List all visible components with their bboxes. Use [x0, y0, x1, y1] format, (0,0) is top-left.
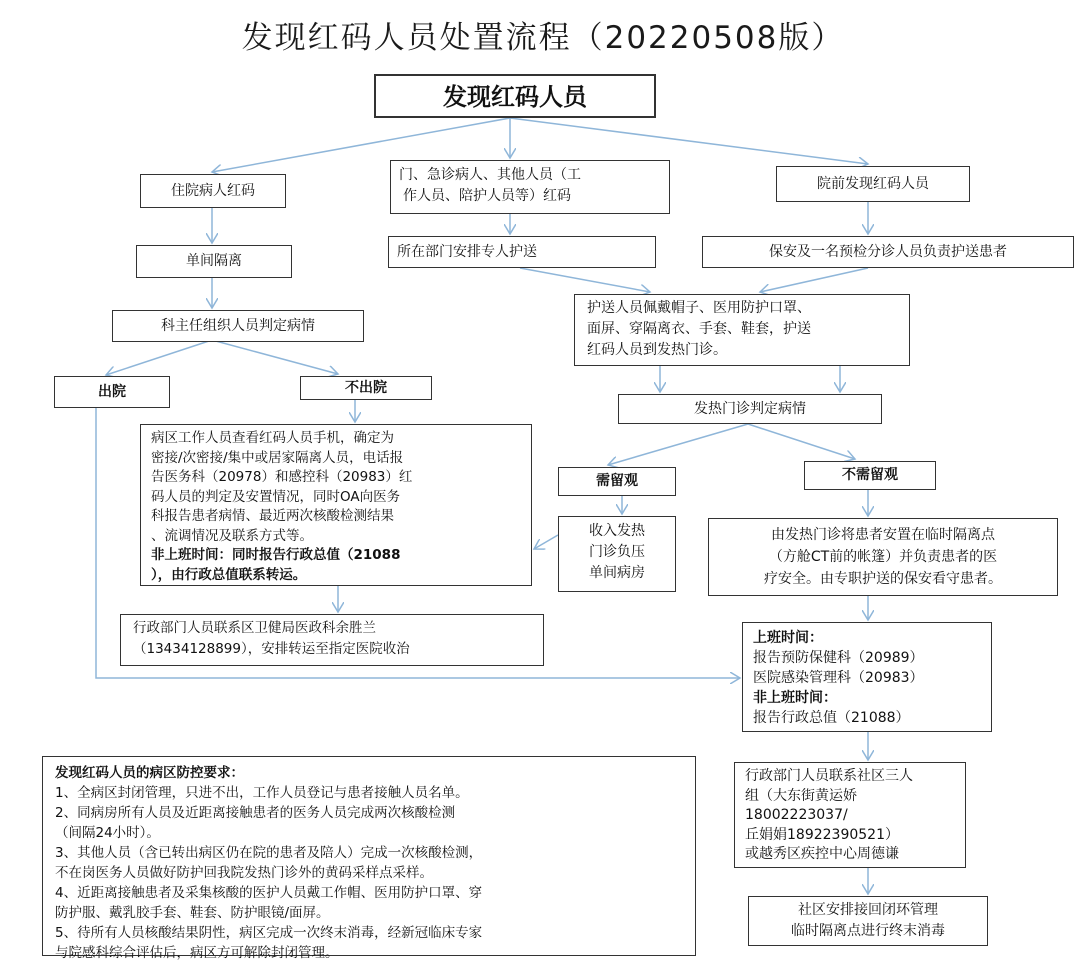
- requirement-line: 防护服、戴乳胶手套、鞋套、防护眼镜/面屏。: [55, 905, 330, 921]
- ward-staff-offhours-line: ），由行政总值联系转运。: [151, 566, 307, 583]
- arrow-admit-ward: [534, 535, 558, 549]
- ward-staff-line: 密接/次密接/集中或居家隔离人员，电话报: [151, 449, 404, 466]
- temp-isolation-line: 由发热门诊将患者安置在临时隔离点: [771, 527, 995, 543]
- protect-line: 面屏、穿隔离衣、手套、鞋套，护送: [587, 321, 811, 337]
- off-hours-label: 非上班时间：: [753, 690, 837, 706]
- requirement-line: 5、待所有人员核酸结果阴性，病区完成一次终末消毒，经新冠临床专家: [55, 925, 483, 941]
- requirement-line: 1、全病区封闭管理，只进不出，工作人员登记与患者接触人员名单。: [55, 785, 469, 801]
- outpatient-line: 作人员、陪护人员等）红码: [403, 188, 571, 204]
- protect-line: 红码人员到发热门诊。: [587, 342, 727, 358]
- ward-staff-line: 告医务科（20978）和感控科（20983）红: [151, 469, 413, 485]
- no-need-observation: 不需留观: [804, 461, 936, 490]
- ward-staff-line: 码人员的判定及安置情况，同时OA向医务: [151, 488, 401, 505]
- arrow-security-protect: [760, 268, 868, 292]
- community-line: 组（大东街黄运娇: [745, 787, 857, 804]
- ward-staff-procedure: [140, 424, 532, 586]
- report-line: 报告行政总值（21088）: [753, 710, 910, 726]
- admit-line: 收入发热: [589, 523, 645, 539]
- arrow-root-prehospital: [510, 118, 868, 164]
- community-line: 18002223037/: [745, 807, 848, 823]
- community-contact: [734, 762, 966, 868]
- requirement-line: 2、同病房所有人员及近距离接触患者的医务人员完成两次核酸检测: [55, 805, 456, 821]
- admit-fever-ward: [558, 516, 676, 592]
- arrow-escort-protect: [520, 268, 650, 292]
- page-title: 发现红码人员处置流程（20220508版）: [241, 20, 845, 56]
- report-line: 报告预防保健科（20989）: [753, 650, 924, 666]
- community-line: 丘娟娟18922390521）: [745, 826, 899, 843]
- admit-line: 单间病房: [589, 565, 645, 581]
- director-judge: 科主任组织人员判定病情: [112, 310, 364, 342]
- arrow-director-nodischarge: [212, 340, 338, 374]
- report-departments: [742, 622, 992, 732]
- arrow-director-discharge: [106, 340, 212, 375]
- arrow-fever-need: [608, 424, 748, 465]
- ward-prevention-requirements: [42, 756, 696, 961]
- outpatient-red-code: [390, 160, 670, 214]
- no-discharge-node: 不出院: [300, 376, 432, 400]
- ward-staff-line: 病区工作人员查看红码人员手机，确定为: [151, 430, 394, 446]
- community-line: 或越秀区疾控中心周德谦: [745, 846, 899, 862]
- requirement-line: （间隔24小时）。: [55, 825, 160, 841]
- outpatient-line: 门、急诊病人、其他人员（工: [399, 167, 581, 183]
- requirements-title: 发现红码人员的病区防控要求：: [55, 765, 244, 781]
- protect-line: 护送人员佩戴帽子、医用防护口罩、: [587, 300, 811, 316]
- admit-line: 门诊负压: [589, 544, 645, 560]
- community-line: 行政部门人员联系社区三人: [745, 768, 913, 784]
- discharge-node: 出院: [54, 376, 170, 408]
- ward-staff-line: 科报告患者病情、最近两次核酸检测结果: [151, 508, 394, 524]
- escort-protection: [574, 294, 910, 366]
- root-node: 发现红码人员: [374, 74, 656, 118]
- admin-contact-health-bureau: [120, 614, 544, 666]
- temporary-isolation: [708, 518, 1058, 596]
- arrow-fever-noneed: [748, 424, 855, 459]
- community-closed-loop: [748, 896, 988, 946]
- inpatient-red-code: 住院病人红码: [140, 174, 286, 208]
- closed-loop-line: 临时隔离点进行终末消毒: [791, 923, 945, 939]
- security-escort: 保安及一名预检分诊人员负责护送患者: [702, 236, 1074, 268]
- fever-clinic-judge: 发热门诊判定病情: [618, 394, 882, 424]
- requirement-line: 3、其他人员（含已转出病区仍在院的患者及陪人）完成一次核酸检测，: [55, 845, 483, 861]
- admin-contact-line: （13434128899），安排转运至指定医院收治: [133, 641, 410, 657]
- requirement-line: 不在岗医务人员做好防护回我院发热门诊外的黄码采样点采样。: [55, 865, 433, 881]
- report-line: 医院感染管理科（20983）: [753, 670, 924, 686]
- prehospital-red-code: 院前发现红码人员: [776, 166, 970, 202]
- work-hours-label: 上班时间：: [753, 630, 823, 646]
- need-observation: 需留观: [558, 467, 676, 496]
- temp-isolation-line: 疗安全。由专职护送的保安看守患者。: [764, 571, 1002, 587]
- requirement-line: 4、近距离接触患者及采集核酸的医护人员戴工作帽、医用防护口罩、穿: [55, 885, 483, 901]
- admin-contact-line: 行政部门人员联系区卫健局医政科余胜兰: [133, 620, 376, 636]
- single-room-isolation: 单间隔离: [136, 245, 292, 278]
- requirement-line: 与院感科综合评估后，病区方可解除封闭管理。: [55, 945, 339, 961]
- temp-isolation-line: （方舱CT前的帐篷）并负责患者的医: [768, 549, 998, 565]
- dept-escort: 所在部门安排专人护送: [388, 236, 656, 268]
- closed-loop-line: 社区安排接回闭环管理: [798, 902, 938, 918]
- ward-staff-line: 、流调情况及联系方式等。: [151, 527, 313, 544]
- ward-staff-offhours-line: 非上班时间：同时报告行政总值（21088: [151, 547, 401, 563]
